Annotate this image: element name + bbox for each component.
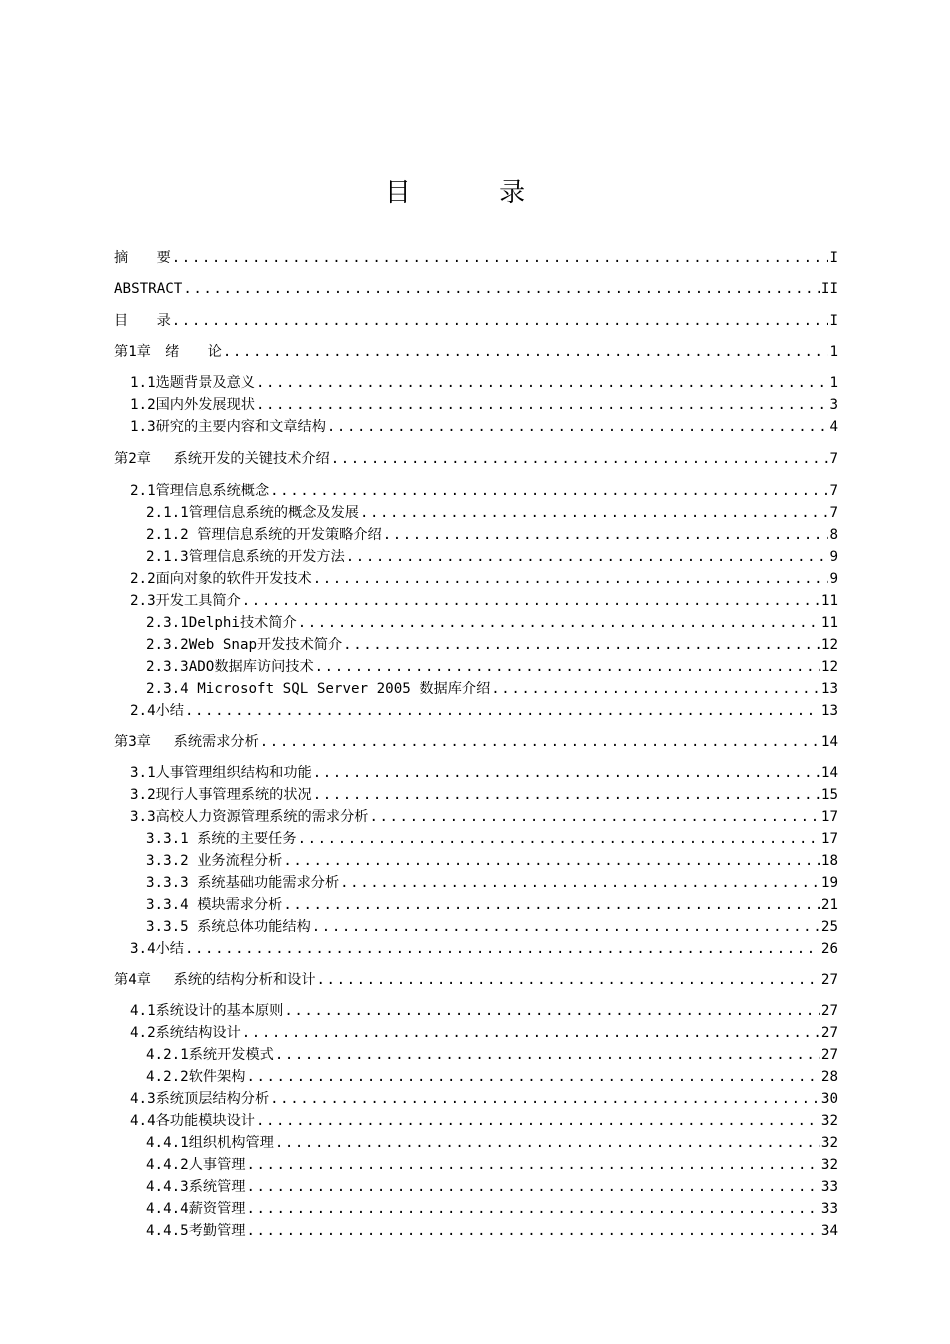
toc-entry-page: 32 xyxy=(820,1135,838,1151)
dot-leader xyxy=(298,830,820,848)
toc-entry-label: 2.1管理信息系统概念 xyxy=(130,483,270,499)
toc-entry-page: 27 xyxy=(820,1047,838,1063)
toc-entry[interactable] xyxy=(114,1200,838,1218)
toc-entry-label: 2.1.2 管理信息系统的开发策略介绍 xyxy=(146,527,382,543)
dot-leader xyxy=(246,1222,819,1240)
page-title: 目 录 xyxy=(384,178,566,208)
toc-entry-label: 4.4.4薪资管理 xyxy=(146,1201,246,1217)
toc-entry-label: 3.4小结 xyxy=(130,941,184,957)
toc-entry-page: 8 xyxy=(829,527,838,543)
toc-entry-page: 13 xyxy=(820,703,838,719)
dot-leader xyxy=(242,1024,820,1042)
toc-entry-page: 13 xyxy=(820,681,838,697)
toc-entry-page: 9 xyxy=(829,571,838,587)
toc-entry-page: 3 xyxy=(829,397,838,413)
toc-entry-page: 9 xyxy=(829,549,838,565)
dot-leader xyxy=(317,971,820,989)
dot-leader xyxy=(383,526,829,544)
toc-entry-page: 12 xyxy=(820,659,838,675)
toc-entry-label: 3.3.4 模块需求分析 xyxy=(146,897,283,913)
toc-entry-label: 4.2.1系统开发模式 xyxy=(146,1047,274,1063)
toc-entry-label: 4.4.5考勤管理 xyxy=(146,1223,246,1239)
toc-entry[interactable] xyxy=(114,526,838,544)
toc-entry-label: 4.2.2软件架构 xyxy=(146,1069,246,1085)
dot-leader xyxy=(246,1156,819,1174)
toc-entry-page: 21 xyxy=(820,897,838,913)
dot-leader xyxy=(242,592,820,610)
toc-entry[interactable] xyxy=(114,1112,838,1130)
toc-entry-label: 第3章 系统需求分析 xyxy=(114,734,259,750)
toc-entry-page: 25 xyxy=(820,919,838,935)
dot-leader xyxy=(491,680,820,698)
dot-leader xyxy=(256,1112,820,1130)
toc-entry-page: 15 xyxy=(820,787,838,803)
toc-entry-page: 7 xyxy=(829,505,838,521)
toc-entry-label: 1.2国内外发展现状 xyxy=(130,397,255,413)
toc-entry[interactable] xyxy=(114,1046,838,1064)
toc-entry[interactable] xyxy=(114,830,838,848)
dot-leader xyxy=(223,343,829,361)
toc-entry[interactable] xyxy=(114,658,838,676)
toc-entry-label: 3.3.2 业务流程分析 xyxy=(146,853,283,869)
toc-entry[interactable] xyxy=(114,1068,838,1086)
toc-entry-label: ABSTRACT xyxy=(114,281,183,297)
toc-entry[interactable] xyxy=(114,1090,838,1108)
toc-entry-page: 27 xyxy=(820,972,838,988)
toc-entry-page: 34 xyxy=(820,1223,838,1239)
toc-entry[interactable] xyxy=(114,786,838,804)
toc-entry[interactable] xyxy=(114,1024,838,1042)
dot-leader xyxy=(340,874,820,892)
toc-entry-label: 4.3系统顶层结构分析 xyxy=(130,1091,270,1107)
toc-entry-label: 2.3开发工具简介 xyxy=(130,593,241,609)
toc-entry-label: 3.3高校人力资源管理系统的需求分析 xyxy=(130,809,369,825)
toc-entry-label: 3.1人事管理组织结构和功能 xyxy=(130,765,312,781)
toc-entry[interactable] xyxy=(114,396,838,414)
toc-entry[interactable] xyxy=(114,874,838,892)
dot-leader xyxy=(246,1178,819,1196)
toc-entry-page: 17 xyxy=(820,809,838,825)
dot-leader xyxy=(260,733,820,751)
toc-entry-label: 4.2系统结构设计 xyxy=(130,1025,241,1041)
toc-entry-page: 7 xyxy=(829,483,838,499)
toc-entry[interactable] xyxy=(114,418,838,436)
toc-entry-page: 1 xyxy=(829,375,838,391)
toc-entry[interactable] xyxy=(114,482,838,500)
dot-leader xyxy=(275,1134,820,1152)
dot-leader xyxy=(270,482,828,500)
dot-leader xyxy=(315,658,820,676)
toc-entry[interactable] xyxy=(114,504,838,522)
toc-entry-page: 27 xyxy=(820,1003,838,1019)
dot-leader xyxy=(313,786,820,804)
dot-leader xyxy=(185,940,820,958)
toc-entry[interactable] xyxy=(114,636,838,654)
toc-entry-page: I xyxy=(829,313,838,329)
toc-entry[interactable] xyxy=(114,312,838,330)
toc-entry-label: 第4章 系统的结构分析和设计 xyxy=(114,972,316,988)
dot-leader xyxy=(346,548,829,566)
toc-entry-page: 14 xyxy=(820,734,838,750)
toc-entry-page: 4 xyxy=(829,419,838,435)
toc-entry-page: 33 xyxy=(820,1201,838,1217)
dot-leader xyxy=(185,702,820,720)
toc-entry[interactable] xyxy=(114,1156,838,1174)
dot-leader xyxy=(246,1200,819,1218)
dot-leader xyxy=(246,1068,819,1086)
toc-entry[interactable] xyxy=(114,249,838,267)
toc-entry[interactable] xyxy=(114,343,838,361)
toc-entry[interactable] xyxy=(114,1002,838,1020)
toc-entry-page: 28 xyxy=(820,1069,838,1085)
dot-leader xyxy=(313,570,829,588)
toc-entry-label: 4.4.1组织机构管理 xyxy=(146,1135,274,1151)
toc-entry[interactable] xyxy=(114,918,838,936)
toc-entry-label: 4.4.3系统管理 xyxy=(146,1179,246,1195)
toc-entry-label: 1.3研究的主要内容和文章结构 xyxy=(130,419,326,435)
toc-entry-label: 3.3.3 系统基础功能需求分析 xyxy=(146,875,340,891)
dot-leader xyxy=(183,280,820,298)
toc-entry[interactable] xyxy=(114,614,838,632)
dot-leader xyxy=(270,1090,820,1108)
dot-leader xyxy=(313,764,820,782)
toc-entry[interactable] xyxy=(114,450,838,468)
toc-entry-label: 4.1系统设计的基本原则 xyxy=(130,1003,284,1019)
dot-leader xyxy=(369,808,819,826)
toc-entry-label: 4.4各功能模块设计 xyxy=(130,1113,255,1129)
toc-entry-label: 第2章 系统开发的关键技术介绍 xyxy=(114,451,330,467)
toc-entry-label: 2.3.2Web Snap开发技术简介 xyxy=(146,637,343,653)
toc-entry[interactable] xyxy=(114,1134,838,1152)
toc-entry-label: 第1章 绪 论 xyxy=(114,344,222,360)
dot-leader xyxy=(172,312,829,330)
dot-leader xyxy=(172,249,829,267)
toc-entry-page: 32 xyxy=(820,1113,838,1129)
toc-entry-label: 目 录 xyxy=(114,313,171,329)
toc-entry-label: 3.3.1 系统的主要任务 xyxy=(146,831,297,847)
toc-entry[interactable] xyxy=(114,592,838,610)
toc-entry-label: 2.3.1Delphi技术简介 xyxy=(146,615,297,631)
toc-entry[interactable] xyxy=(114,570,838,588)
toc-entry-page: 11 xyxy=(820,615,838,631)
toc-entry-page: 7 xyxy=(829,451,838,467)
toc-entry-page: 17 xyxy=(820,831,838,847)
toc-entry-page: I xyxy=(829,250,838,266)
toc-entry-label: 摘 要 xyxy=(114,250,171,266)
toc-entry[interactable] xyxy=(114,808,838,826)
dot-leader xyxy=(298,614,820,632)
toc-entry[interactable] xyxy=(114,702,838,720)
toc-entry-label: 4.4.2人事管理 xyxy=(146,1157,246,1173)
toc-entry[interactable] xyxy=(114,280,838,298)
toc-entry-page: 27 xyxy=(820,1025,838,1041)
toc-entry-page: 26 xyxy=(820,941,838,957)
toc-entry[interactable] xyxy=(114,1178,838,1196)
toc-entry-label: 3.3.5 系统总体功能结构 xyxy=(146,919,311,935)
dot-leader xyxy=(283,896,820,914)
dot-leader xyxy=(284,1002,820,1020)
toc-entry[interactable] xyxy=(114,852,838,870)
dot-leader xyxy=(283,852,820,870)
toc-entry-page: 32 xyxy=(820,1157,838,1173)
toc-entry-page: 12 xyxy=(820,637,838,653)
dot-leader xyxy=(312,918,820,936)
dot-leader xyxy=(275,1046,820,1064)
toc-entry-label: 3.2现行人事管理系统的状况 xyxy=(130,787,312,803)
toc-entry-label: 2.1.1管理信息系统的概念及发展 xyxy=(146,505,359,521)
toc-entry-page: II xyxy=(820,281,838,297)
dot-leader xyxy=(256,374,829,392)
toc-entry[interactable] xyxy=(114,1222,838,1240)
toc-entry-page: 1 xyxy=(829,344,838,360)
dot-leader xyxy=(360,504,828,522)
toc-entry[interactable] xyxy=(114,940,838,958)
dot-leader xyxy=(327,418,829,436)
toc-entry[interactable] xyxy=(114,764,838,782)
toc-entry-label: 2.4小结 xyxy=(130,703,184,719)
toc-entry-label: 1.1选题背景及意义 xyxy=(130,375,255,391)
toc-entry-page: 11 xyxy=(820,593,838,609)
toc-entry-label: 2.1.3管理信息系统的开发方法 xyxy=(146,549,345,565)
dot-leader xyxy=(331,450,829,468)
toc-entry-page: 33 xyxy=(820,1179,838,1195)
toc-entry[interactable] xyxy=(114,374,838,392)
toc-entry[interactable] xyxy=(114,548,838,566)
toc-entry-label: 2.3.4 Microsoft SQL Server 2005 数据库介绍 xyxy=(146,681,491,697)
toc-entry-label: 2.3.3ADO数据库访问技术 xyxy=(146,659,314,675)
toc-entry[interactable] xyxy=(114,733,838,751)
toc-entry[interactable] xyxy=(114,680,838,698)
toc-entry[interactable] xyxy=(114,971,838,989)
toc-entry[interactable] xyxy=(114,896,838,914)
toc-entry-page: 30 xyxy=(820,1091,838,1107)
toc-entry-page: 19 xyxy=(820,875,838,891)
toc-entry-page: 18 xyxy=(820,853,838,869)
toc-entry-label: 2.2面向对象的软件开发技术 xyxy=(130,571,312,587)
dot-leader xyxy=(256,396,829,414)
toc-entry-page: 14 xyxy=(820,765,838,781)
dot-leader xyxy=(343,636,820,654)
